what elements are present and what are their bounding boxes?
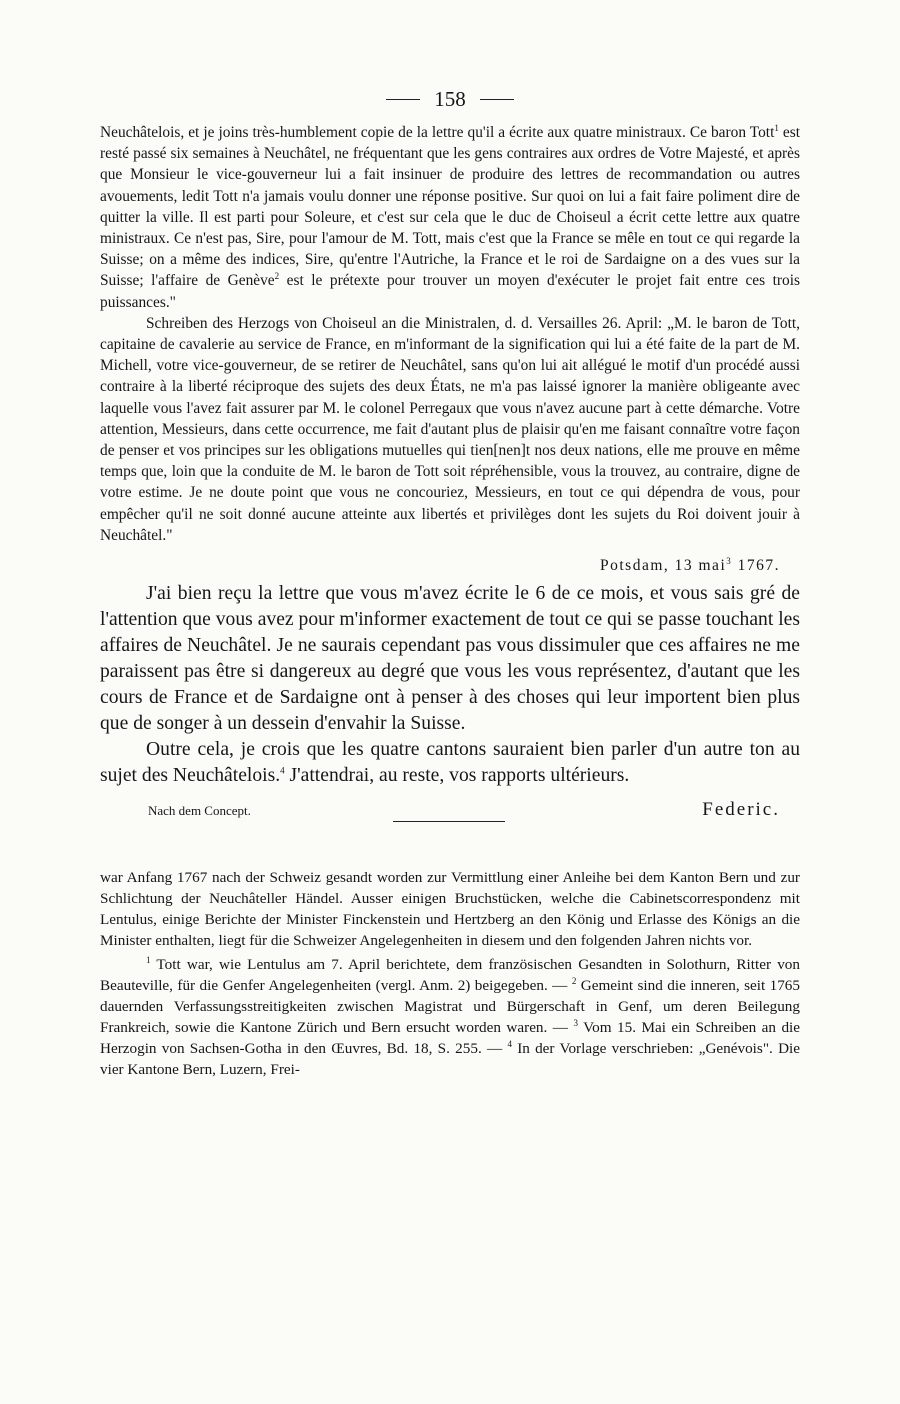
letter-body — [100, 581, 800, 789]
footnote-2: Gemeint sind die inneren, seit 1765 dauernden Verfassungsstreitigkeiten zwischen Magistrat und Bürgerschaft in Genf, um deren Beilegung Frankreich, sowie die Kantone Zürich und Bern ersucht worden waren. — — [100, 977, 800, 1037]
header-dash-right — [480, 99, 514, 100]
report-paragraph — [100, 122, 800, 313]
report-text-1: Neuchâtelois, et je joins très-humblement copie de la lettre qu'il a écrite aux quatre ministraux. Ce baron Tott — [100, 124, 775, 141]
footnote-1-marker: 1 — [146, 955, 151, 965]
letter-paragraph-2 — [100, 737, 800, 789]
footnote-2-marker: 2 — [571, 976, 577, 986]
report-text-2: est resté passé six semaines à Neuchâtel, ne fréquentant que les gens contraires aux ordres de Votre Majesté, et après que Monsieur le vice-gouverneur lui a fait insinuer de produire des lettres de recommandation ou autres avouements, ledit Tott n'a jamais voulu donner une réponse positive. Sur quoi on lui a fait faire poliment dire de quitter la ville. Il est parti pour Soleure, et c'est sur cela que le duc de Choiseul a écrit cette lettre aux quatre ministraux. Ce n'est pas, Sire, pour l'amour de M. Tott, mais c'est que la France se mêle en tout ce qui regarde la Suisse; on a même des indices, Sire, qu'entre l'Autriche, la France et le roi de Sardaigne on a des vues sur la Suisse; l'affaire de Genève — [100, 124, 800, 290]
dateline-year: 1767. — [732, 557, 780, 575]
report-text-3: est le prétexte pour trouver un moyen d'exécuter le projet fait entre ces trois puissances." — [100, 272, 800, 311]
footnote-ref-1: 1 — [774, 122, 779, 133]
dateline — [100, 553, 780, 579]
signature-row — [100, 799, 800, 829]
letter-p2-text-b: J'attendrai, au reste, vos rapports ultérieurs. — [284, 765, 630, 787]
footnote-3: Vom 15. Mai ein Schreiben an die Herzogin von Sachsen-Gotha in den Œuvres, Bd. 18, S. 255. — — [100, 1019, 800, 1058]
letter-p2-text-a: Outre cela, je crois que les quatre cantons sauraient bien parler d'un autre ton au sujet des Neuchâtelois. — [100, 739, 800, 787]
footnote-4-marker: 4 — [507, 1039, 512, 1049]
choiseul-letter-paragraph: Schreiben des Herzogs von Choiseul an die Ministralen, d. d. Versailles 26. April: „M. le baron de Tott, capitaine de cavalerie au service de France, en m'informant de la signification qui lui a été faite de la part de M. Michell, votre vice-gouverneur, de se retirer de Neuchâtel, sans qu'on lui ait allégué le motif d'un procédé aussi contraire à la liberté réciproque des sujets des deux États, ne m'a pas laissé ignorer la manière obligeante avec laquelle vous l'avez fait assurer par M. le colonel Perregaux que vous n'avez aucune part à cette démarche. Votre attention, Messieurs, dans cette occurrence, me fait d'autant plus de plaisir qu'en me faisant connaître votre façon de penser et vos principes sur les obligations mutuelles qui tien[nen]t nos deux nations, elle me prouve en même temps que, loin que la conduite de M. le baron de Tott soit répréhensible, vous la trouvez, au contraire, digne de votre estime. Je ne doute point que vous ne concouriez, Messieurs, en tout ce qui dépendra de vous, pour empêcher qu'il ne soit donné aucune atteinte aux libertés et privilèges dont les sujets du Roi doivent jouir à Neuchâtel." — [100, 314, 800, 544]
footnote-ref-3: 3 — [726, 555, 733, 566]
footnote-list — [100, 954, 800, 1080]
page-number: 158 — [434, 87, 466, 111]
footnote-ref-2: 2 — [274, 271, 280, 282]
document-page — [100, 84, 800, 1080]
dateline-place-date: Potsdam, 13 mai — [599, 557, 727, 575]
header-dash-left — [386, 99, 420, 100]
footnote-ref-4: 4 — [280, 765, 285, 776]
footnote-continuation: war Anfang 1767 nach der Schweiz gesandt worden zur Vermittlung einer Anleihe bei dem Kanton Bern und zur Schlichtung der Neuchâteller Händel. Ausser einigen Bruchstücken, welche die Cabinetscorrespondenz mit Lentulus, einige Berichte der Minister Finckenstein und Hertzberg an den König und Erlasse des Königs an die Minister enthalten, liegt für die Schweizer Angelegenheiten in diesem und den folgenden Jahren nichts vor. — [100, 869, 800, 950]
footnotes — [100, 867, 800, 1080]
letter-paragraph-1: J'ai bien reçu la lettre que vous m'avez écrite le 6 de ce mois, et vous sais gré de l'attention que vous avez pour m'informer exactement de tout ce qui se passe touchant les affaires de Neuchâtel. Je ne saurais cependant pas vous dissimuler que ces affaires ne me paraissent pas être si dangereux au degré que vous les vous représentez, d'autant que les cours de France et de Sardaigne ont à penser à des choses qui leur importent bien plus que de songer à un dessein d'envahir la Suisse. — [100, 583, 800, 735]
page-header — [100, 84, 800, 114]
quoted-report — [100, 122, 800, 546]
footnote-4: In der Vorlage verschrieben: „Genévois". Die vier Kantone Bern, Luzern, Frei- — [100, 1040, 800, 1079]
signature: Federic. — [702, 799, 780, 821]
footnote-3-marker: 3 — [573, 1018, 578, 1028]
separator-rule — [393, 821, 505, 822]
source-note: Nach dem Concept. — [148, 803, 251, 819]
footnote-1: Tott war, wie Lentulus am 7. April berichtete, dem französischen Gesandten in Solothurn, Ritter von Beauteville, für die Genfer Angelegenheiten (vergl. Anm. 2) beigegeben. — — [100, 956, 800, 995]
